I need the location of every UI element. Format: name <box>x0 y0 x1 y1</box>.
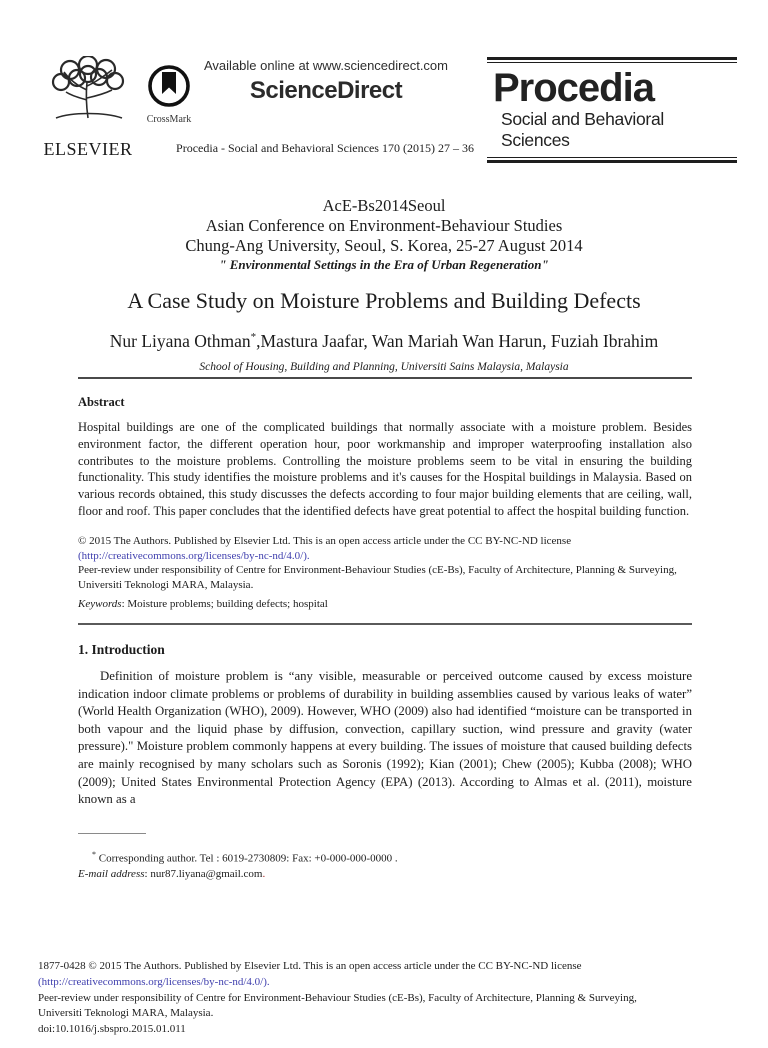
elsevier-logo-block <box>36 56 140 160</box>
journal-citation: Procedia - Social and Behavioral Sciences 170 (2015) 27 – 36 <box>176 141 474 155</box>
divider-under-affiliation <box>78 377 692 379</box>
keywords-label: Keywords <box>78 598 122 610</box>
introduction-heading: 1. Introduction <box>78 642 165 657</box>
footer-peer-review-line: Peer-review under responsibility of Centre for Environment-Behaviour Studies (cE-Bs), Faculty of Architecture, Planning & Surveying, <box>38 991 637 1004</box>
procedia-top-rule-thin <box>487 62 737 63</box>
divider-under-keywords <box>78 623 692 625</box>
authors-others: ,Mastura Jaafar, Wan Mariah Wan Harun, Fuziah Ibrahim <box>256 331 659 351</box>
sciencedirect-block <box>188 58 464 105</box>
procedia-logo-box <box>487 57 737 163</box>
email-label: E-mail address <box>78 867 145 880</box>
corresponding-author-marker: * <box>250 331 257 344</box>
affiliation-line: School of Housing, Building and Planning, Universiti Sains Malaysia, Malaysia <box>199 361 569 373</box>
keywords-line <box>78 598 692 610</box>
elsevier-wordmark: ELSEVIER <box>43 139 133 159</box>
abstract-heading: Abstract <box>78 395 125 409</box>
corresponding-author-footnote: * Corresponding author. Tel : 6019-2730809: Fax: +0-000-000-0000 . <box>92 850 398 865</box>
footer-cc-license-link[interactable]: (http://creativecommons.org/licenses/by-nc-nd/4.0/). <box>38 975 270 988</box>
abstract-body: Hospital buildings are one of the complicated buildings that normally associate with a moisture problem. Besides environment factor, the different operation hour, poor workmanship and improper waterproofing installation also contributes to the moisture problems. Controlling the moisture problems seem to be vital in ensuring the building functionality. This study identifies the moisture problems and it's causes for the Hospital buildings in Malaysia. Based on various records obtained, this study discusses the defects according to four major building elements that are ceiling, wall, floor and roof. This paper concludes that the identified defects have great potential to affect the hospital building function. <box>78 420 692 518</box>
footer-doi: doi:10.1016/j.sbspro.2015.01.011 <box>38 1023 186 1036</box>
available-online-text[interactable]: Available online at www.sciencedirect.com <box>204 58 448 73</box>
crossmark-icon[interactable] <box>147 95 191 112</box>
peer-review-line: Peer-review under responsibility of Centre for Environment-Behaviour Studies (cE-Bs), Faculty of Architecture, Planning & Surveying, Universiti Teknologi MARA, Malaysia. <box>78 564 677 591</box>
email-footnote <box>78 867 548 882</box>
email-trailing-period: . <box>262 867 266 880</box>
email-value[interactable]: : nur87.liyana@gmail.com <box>144 867 263 880</box>
footnote-asterisk: * <box>92 850 96 859</box>
license-line1: © 2015 The Authors. Published by Elsevier Ltd. This is an open access article under the CC BY-NC-ND license <box>78 535 572 547</box>
sciencedirect-wordmark[interactable]: ScienceDirect <box>249 77 403 104</box>
license-block <box>78 534 692 592</box>
introduction-paragraph: Definition of moisture problem is “any visible, measurable or perceived outcome caused by excess moisture indication indoor climate problems or problems of durability in building assemblies caused by various leaks of water” (World Health Organization (WHO), 2009). However, WHO (2009) also had identified “moisture can be transported in both vapour and the liquid phase by diffusion, convection, capillary suction, wind pressure and gravity (water pressure)." Moisture problem commonly happens at every building. The issues of moisture that caused building defects are mainly recognised by many scholars such as Soronis (1992); Kian (2001); Chew (2005); Kubba (2008); WHO (2009); United States Environmental Protection Agency (EPA) (2013). According to Almas et al. (2011), moisture known as a <box>78 669 692 807</box>
elsevier-tree-icon <box>42 119 134 136</box>
conference-name: Asian Conference on Environment-Behaviour Studies <box>205 216 563 235</box>
procedia-subtitle: Social and Behavioral Sciences <box>501 109 664 150</box>
crossmark-label: CrossMark <box>146 114 192 125</box>
footer-issn-line: 1877-0428 © 2015 The Authors. Published by Elsevier Ltd. This is an open access article under the CC BY-NC-ND license <box>38 960 582 972</box>
authors-line <box>40 331 728 352</box>
conference-venue: Chung-Ang University, Seoul, S. Korea, 25-27 August 2014 <box>185 236 583 255</box>
procedia-title: Procedia <box>493 66 654 110</box>
footer-institution-line: Universiti Teknologi MARA, Malaysia. <box>38 1007 214 1020</box>
footnote-divider <box>78 833 146 834</box>
author-corresponding: Nur Liyana Othman <box>109 331 251 351</box>
conference-acronym: AcE-Bs2014Seoul <box>322 196 446 215</box>
footnote-block <box>78 847 548 882</box>
page-title: A Case Study on Moisture Problems and Building Defects <box>127 288 641 313</box>
footer-block <box>38 959 738 1038</box>
cc-license-link[interactable]: (http://creativecommons.org/licenses/by-nc-nd/4.0/). <box>78 549 310 562</box>
procedia-bottom-rule-thick <box>487 160 737 163</box>
conference-block <box>0 196 768 274</box>
conference-theme: " Environmental Settings in the Era of Urban Regeneration" <box>219 257 549 272</box>
keywords-text: : Moisture problems; building defects; hospital <box>121 598 328 610</box>
